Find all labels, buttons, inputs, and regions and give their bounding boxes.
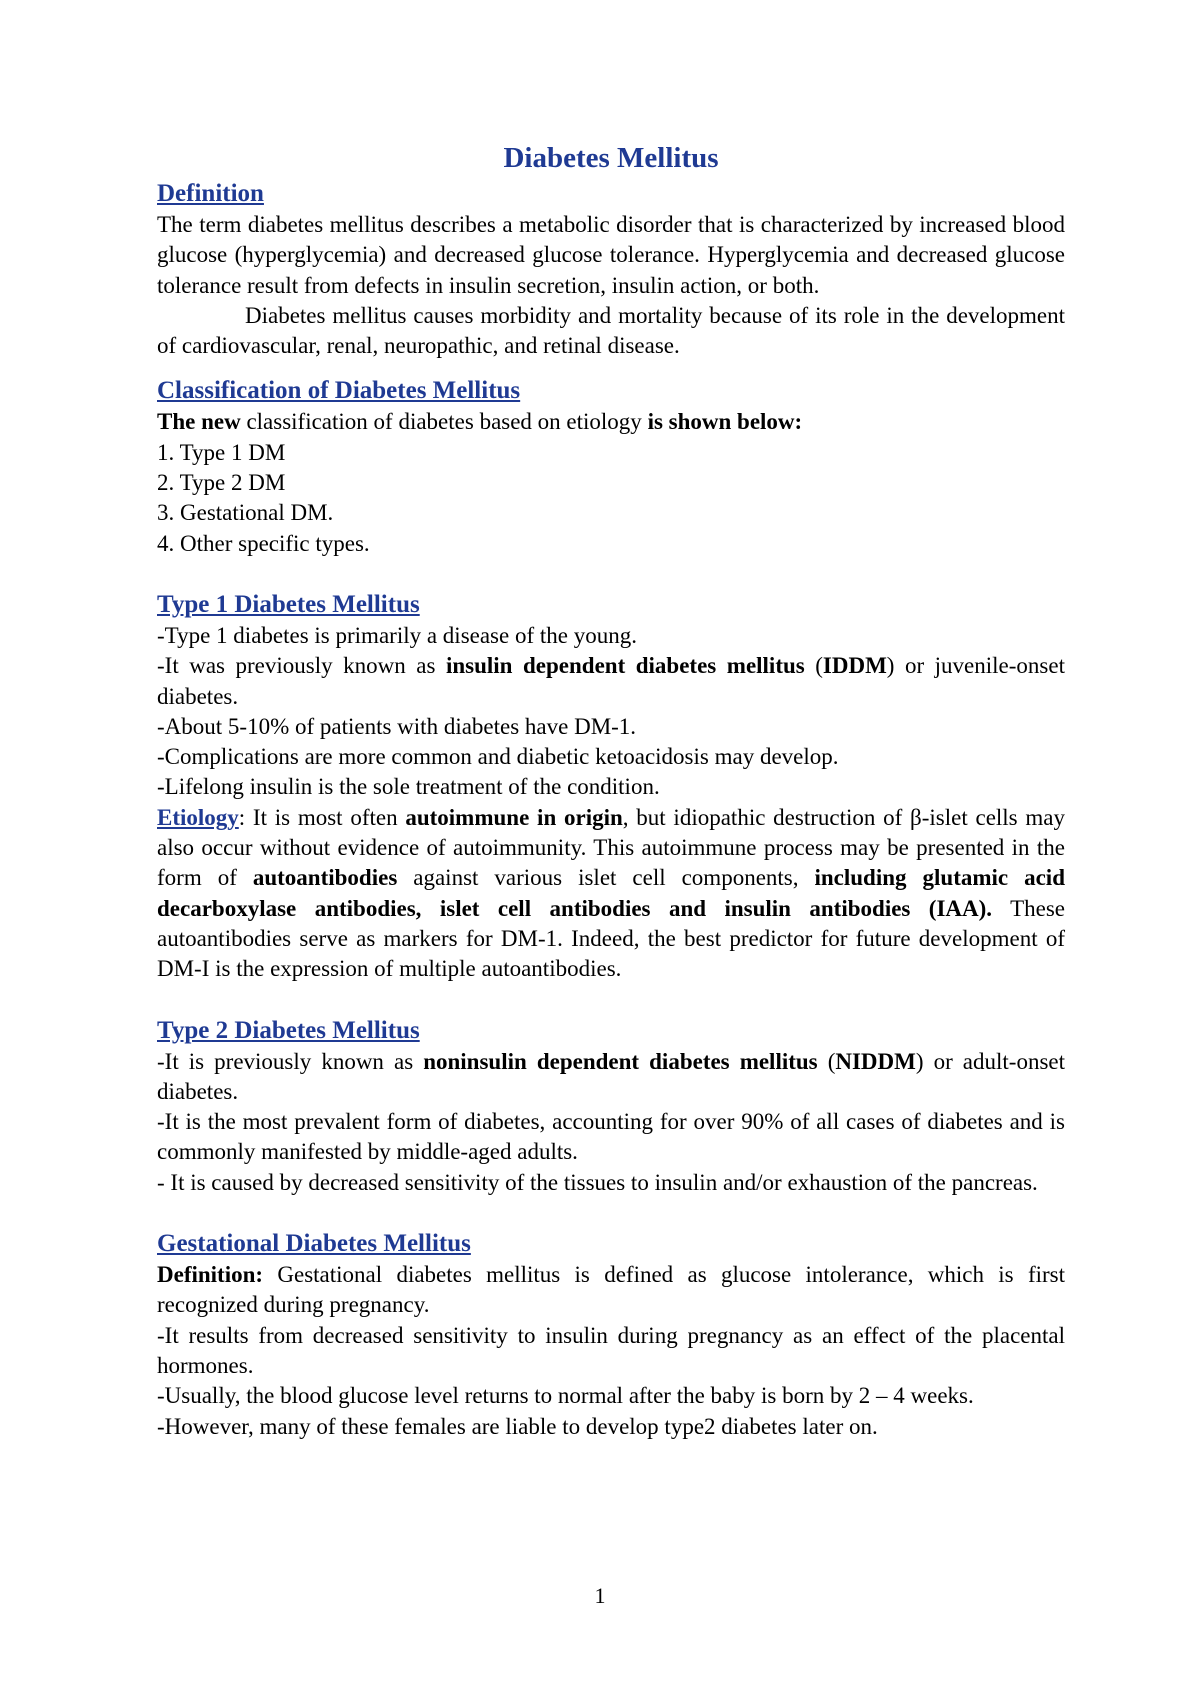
gestational-line: -It results from decreased sensitivity to insulin during pregnancy as an effect of the placental hormones. [157, 1322, 1065, 1378]
etiology-paragraph [157, 803, 1065, 985]
text: Gestational diabetes mellitus is defined as glucose intolerance, which is first recognized during pregnancy. [157, 1262, 1065, 1318]
definition-paragraph-2: Diabetes mellitus causes morbidity and mortality because of its role in the development of cardiovascular, renal, neuropathic, and retinal disease. [157, 302, 1065, 359]
type1-line: -Type 1 diabetes is primarily a disease of the young. [157, 622, 637, 648]
text: ) or adult-onset diabetes. [157, 1048, 1065, 1104]
text: -It is previously known as [157, 1048, 424, 1074]
text: ) or juvenile-onset diabetes. [157, 653, 1065, 709]
type1-line: -About 5-10% of patients with diabetes have DM-1. [157, 713, 637, 739]
text: : It is most often [238, 804, 406, 830]
bold-text: autoantibodies [252, 865, 398, 891]
type2-line [157, 1047, 1065, 1108]
text: ( [804, 653, 823, 679]
list-item: 2. Type 2 DM [157, 470, 286, 496]
text: classification of diabetes based on etiology [240, 409, 648, 435]
document-page [157, 140, 1065, 1442]
gestational-line: -Usually, the blood glucose level returns to normal after the baby is born by 2 – 4 weeks. [157, 1383, 974, 1409]
bold-text: autoimmune in origin [405, 804, 623, 830]
text: These autoantibodies serve as markers for DM-1. Indeed, the best predictor for future development of DM-I is the expression of multiple autoantibodies. [157, 895, 1065, 982]
definition-paragraph: The term diabetes mellitus describes a metabolic disorder that is characterized by increased blood glucose (hyperglycemia) and decreased glucose tolerance. Hyperglycemia and decreased glucose tolerance result from defects in insulin secretion, insulin action, or both. [157, 212, 1065, 298]
text: -It was previously known as [157, 653, 446, 679]
bold-text: The new [157, 409, 241, 435]
text: against various islet cell components, [397, 865, 815, 891]
list-item: 1. Type 1 DM [157, 439, 286, 465]
text: ( [817, 1048, 836, 1074]
text: , but idiopathic destruction of β-islet cells may also occur without evidence of autoimmunity. This autoimmune process may be presented in the form of [157, 804, 1065, 891]
list-item: 4. Other specific types. [157, 530, 370, 556]
heading-gestational: Gestational Diabetes Mellitus [157, 1230, 471, 1258]
type1-line [157, 651, 1065, 712]
gestational-line: -However, many of these females are liable to develop type2 diabetes later on. [157, 1413, 878, 1439]
heading-type2: Type 2 Diabetes Mellitus [157, 1016, 420, 1044]
type2-line: -It is the most prevalent form of diabetes, accounting for over 90% of all cases of diabetes and is commonly manifested by middle-aged adults. [157, 1109, 1065, 1165]
document-title: Diabetes Mellitus [503, 142, 719, 174]
type1-line: -Complications are more common and diabetic ketoacidosis may develop. [157, 744, 839, 770]
heading-type1: Type 1 Diabetes Mellitus [157, 590, 420, 618]
bold-text: insulin dependent diabetes mellitus [445, 653, 805, 679]
gestational-definition [157, 1260, 1065, 1321]
heading-definition: Definition [157, 180, 264, 207]
bold-text: noninsulin dependent diabetes mellitus [423, 1048, 818, 1074]
page-number: 1 [594, 1583, 606, 1608]
bold-text: including glutamic acid decarboxylase antibodies, islet cell antibodies and insulin antibodies (IAA). [157, 865, 1065, 921]
etiology-label: Etiology [157, 804, 239, 830]
type2-line: - It is caused by decreased sensitivity of the tissues to insulin and/or exhaustion of the pancreas. [157, 1169, 1038, 1195]
bold-text: NIDDM [835, 1048, 916, 1074]
bold-text: Definition: [157, 1262, 264, 1288]
heading-classification: Classification of Diabetes Mellitus [157, 377, 521, 405]
bold-text: IDDM [822, 653, 887, 679]
classification-intro [157, 407, 1065, 437]
bold-text: is shown below: [647, 409, 803, 435]
type1-line: -Lifelong insulin is the sole treatment of the condition. [157, 774, 660, 800]
list-item: 3. Gestational DM. [157, 500, 334, 526]
